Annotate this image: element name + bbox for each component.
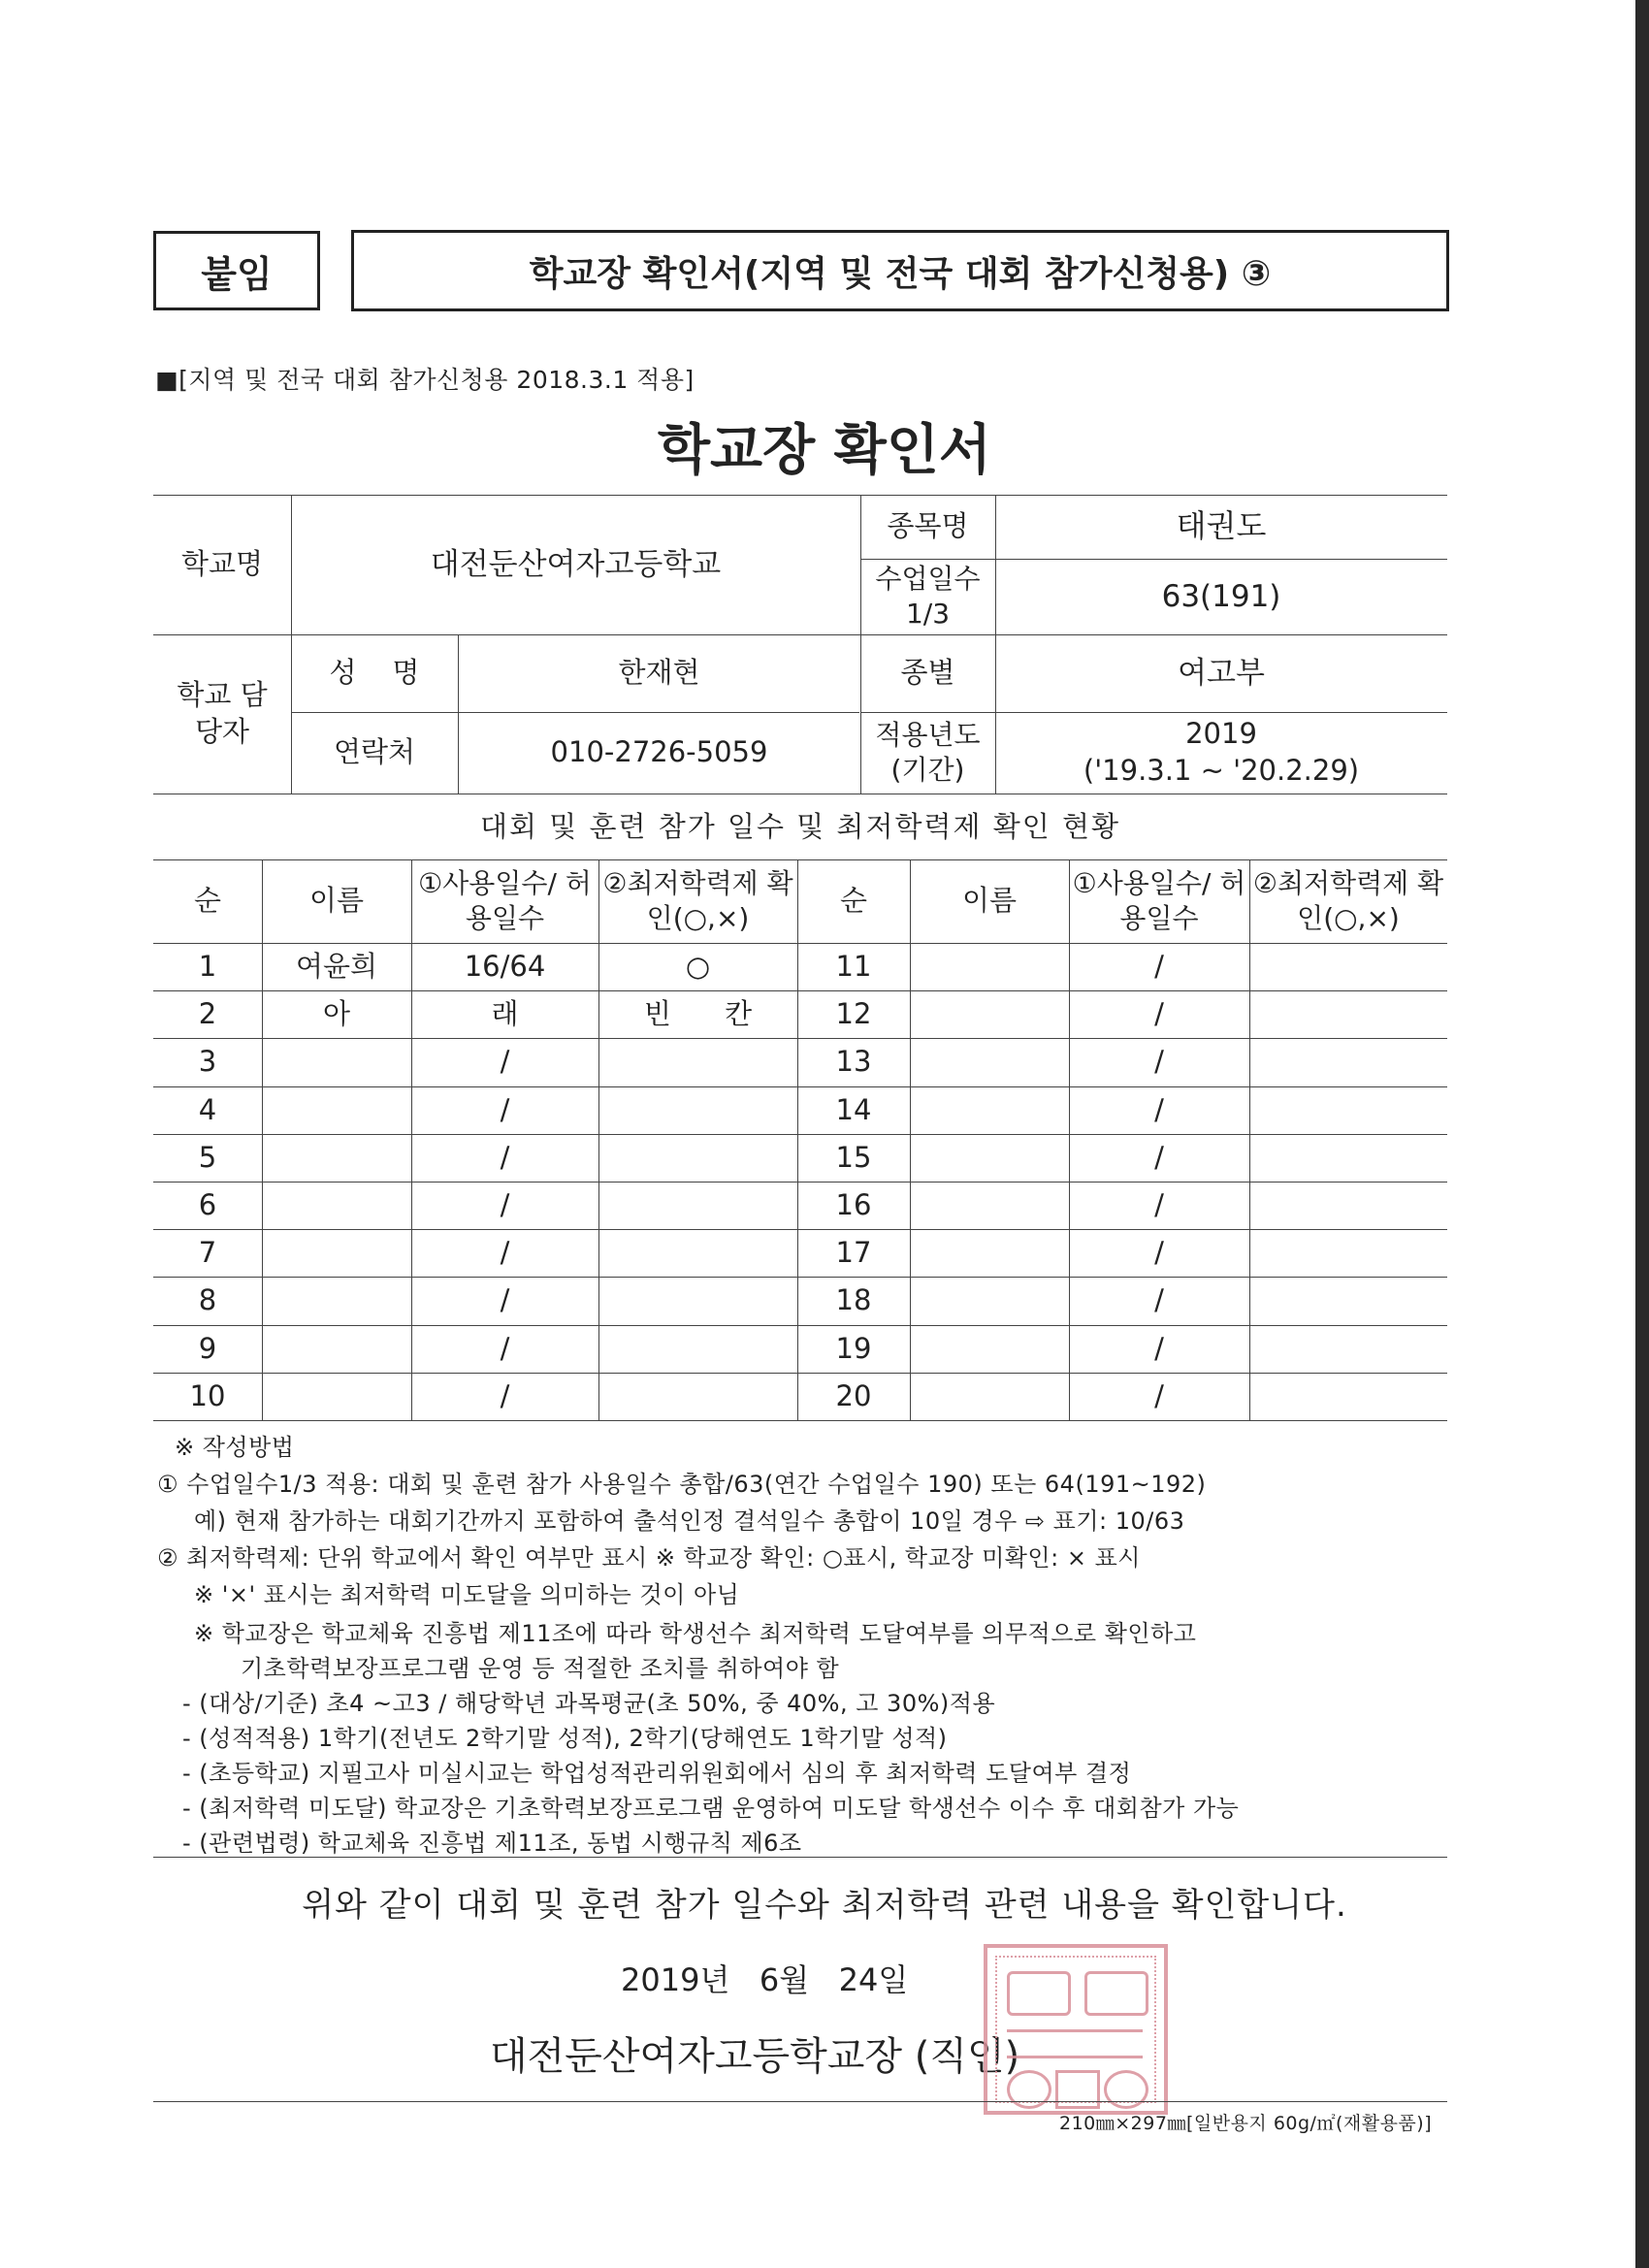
row-used-cell: / [1154, 1331, 1164, 1365]
row-no-cell: 1 [198, 949, 217, 983]
row-name-cell: 아 [322, 996, 350, 1030]
row-name-cell [910, 1229, 1069, 1277]
row-check-cell [598, 1038, 797, 1085]
row-used-cell: 래 [491, 996, 519, 1030]
row-name-cell [262, 1229, 411, 1277]
row-name-cell: 여윤희 [295, 949, 378, 983]
row-used-cell: / [1154, 1282, 1164, 1316]
row-used-cell: / [500, 1092, 510, 1126]
period-range: ('19.3.1 ~ '20.2.29) [1083, 754, 1360, 787]
row-used-cell: / [1154, 1140, 1164, 1174]
sport-value: 태권도 [1176, 507, 1267, 545]
row-used-cell: / [500, 1187, 510, 1221]
row-check-cell [1249, 943, 1447, 990]
row-no-cell: 17 [835, 1235, 872, 1269]
row-name-cell [262, 1277, 411, 1324]
row-check-cell [598, 1086, 797, 1134]
attachment-label: 붙임 [153, 231, 320, 310]
row-name-cell [910, 1373, 1069, 1420]
row-used-cell: / [1154, 1235, 1164, 1269]
row-name-cell [262, 1325, 411, 1373]
row-used-cell: / [500, 1044, 510, 1078]
instruction-line: - (성적적용) 1학기(전년도 2학기말 성적), 2학기(당해연도 1학기말 성적) [182, 1725, 948, 1752]
row-check-cell [1249, 1277, 1447, 1324]
category-label: 종별 [900, 656, 955, 690]
row-no-cell: 3 [198, 1044, 217, 1078]
row-used-cell: / [1154, 1092, 1164, 1126]
row-used-cell: / [500, 1235, 510, 1269]
row-name-cell [262, 1134, 411, 1182]
school-name: 대전둔산여자고등학교 [430, 546, 722, 582]
row-used-cell: / [500, 1282, 510, 1316]
row-no-cell: 8 [198, 1282, 217, 1316]
period-label: 적용년도 (기간) [875, 718, 981, 786]
instruction-heading: ※ 작성방법 [175, 1434, 295, 1461]
row-no-cell: 15 [835, 1140, 872, 1174]
name-value: 한재현 [618, 656, 700, 690]
header-no-left: 순 [193, 884, 221, 918]
category-value: 여고부 [1178, 655, 1265, 691]
row-used-cell: / [1154, 1044, 1164, 1078]
row-no-cell: 14 [835, 1092, 872, 1126]
row-name-cell [910, 1325, 1069, 1373]
row-no-cell: 19 [835, 1331, 872, 1365]
contact-value: 010-2726-5059 [550, 735, 768, 769]
row-name-cell [910, 990, 1069, 1038]
header-name-left: 이름 [308, 884, 365, 918]
row-no-cell: 16 [835, 1187, 872, 1221]
document-title: 학교장 확인서 [657, 419, 992, 482]
row-used-cell: / [500, 1331, 510, 1365]
header-name-right: 이름 [961, 884, 1018, 918]
official-seal [984, 1944, 1168, 2115]
instruction-line: ① 수업일수1/3 적용: 대회 및 훈련 참가 사용일수 총합/63(연간 수업일수 190) 또는 64(191~192) [157, 1471, 1207, 1498]
row-check-cell [598, 1182, 797, 1229]
row-no-cell: 12 [835, 996, 872, 1030]
row-used-cell: / [500, 1378, 510, 1412]
row-check-cell: ○ [685, 949, 711, 983]
row-check-cell [598, 1229, 797, 1277]
header-no-right: 순 [839, 884, 867, 918]
row-name-cell [910, 1134, 1069, 1182]
row-check-cell [1249, 1134, 1447, 1182]
row-name-cell [262, 1182, 411, 1229]
instruction-line: 예) 현재 참가하는 대회기간까지 포함하여 출석인정 결석일수 총합이 10일 경우 ⇨ 표기: 10/63 [194, 1507, 1185, 1535]
row-check-cell [1249, 1086, 1447, 1134]
row-no-cell: 6 [198, 1187, 217, 1221]
row-check-cell [1249, 990, 1447, 1038]
row-check-cell: 빈 칸 [643, 996, 753, 1030]
header-check-right: ②최저학력제 확인(○,×) [1252, 866, 1444, 934]
instruction-line: ※ '×' 표시는 최저학력 미도달을 의미하는 것이 아님 [194, 1581, 740, 1608]
row-used-cell: / [1154, 996, 1164, 1030]
instruction-line: ※ 학교장은 학교체육 진흥법 제11조에 따라 학생선수 최저학력 도달여부를 의무적으로 확인하고 [194, 1620, 1197, 1647]
sport-label: 종목명 [887, 509, 969, 543]
row-name-cell [910, 1277, 1069, 1324]
row-name-cell [262, 1086, 411, 1134]
row-name-cell [910, 943, 1069, 990]
row-used-cell: / [1154, 1187, 1164, 1221]
row-no-cell: 18 [835, 1282, 872, 1316]
row-check-cell [1249, 1373, 1447, 1420]
row-name-cell [910, 1086, 1069, 1134]
row-check-cell [598, 1134, 797, 1182]
row-name-cell [262, 1038, 411, 1085]
period-year: 2019 [1185, 717, 1257, 751]
header-used-right: ①사용일수/ 허용일수 [1072, 866, 1246, 934]
applicability-note: ■[지역 및 전국 대회 참가신청용 2018.3.1 적용] [155, 366, 695, 394]
row-no-cell: 5 [198, 1140, 217, 1174]
name-label: 성 명 [329, 656, 420, 690]
row-no-cell: 13 [835, 1044, 872, 1078]
row-name-cell [262, 1373, 411, 1420]
row-check-cell [598, 1325, 797, 1373]
scan-edge [1635, 0, 1649, 2268]
school-label: 학교명 [180, 547, 264, 581]
days-value: 63(191) [1161, 578, 1281, 614]
instruction-line: - (대상/기준) 초4 ~고3 / 해당학년 과목평균(초 50%, 중 40%, 고 30%)적용 [182, 1690, 996, 1717]
days-label: 수업일수 1/3 [875, 562, 981, 630]
row-check-cell [598, 1373, 797, 1420]
row-used-cell: 16/64 [464, 949, 546, 983]
row-name-cell [910, 1182, 1069, 1229]
row-check-cell [1249, 1229, 1447, 1277]
paper-spec: 210㎜×297㎜[일반용지 60g/㎡(재활용품)] [1059, 2113, 1433, 2134]
header-used-left: ①사용일수/ 허용일수 [418, 866, 592, 934]
header-check-left: ②최저학력제 확인(○,×) [602, 866, 793, 934]
manager-label: 학교 담당자 [177, 678, 268, 748]
period-value [995, 712, 1447, 794]
row-no-cell: 11 [835, 949, 872, 983]
instruction-line: - (최저학력 미도달) 학교장은 기초학력보장프로그램 운영하여 미도달 학생선수 이수 후 대회참가 가능 [182, 1795, 1240, 1822]
row-used-cell: / [1154, 949, 1164, 983]
instruction-line: - (관련법령) 학교체육 진흥법 제11조, 동법 시행규칙 제6조 [182, 1830, 802, 1857]
row-no-cell: 2 [198, 996, 217, 1030]
instruction-line: - (초등학교) 지필고사 미실시교는 학업성적관리위원회에서 심의 후 최저학력 도달여부 결정 [182, 1760, 1132, 1787]
row-no-cell: 20 [835, 1378, 872, 1412]
row-name-cell [910, 1038, 1069, 1085]
section-title: 대회 및 훈련 참가 일수 및 최저학력제 확인 현황 [479, 810, 1120, 843]
row-check-cell [1249, 1182, 1447, 1229]
row-no-cell: 9 [198, 1331, 217, 1365]
row-check-cell [1249, 1325, 1447, 1373]
contact-label: 연락처 [333, 735, 416, 769]
row-no-cell: 10 [189, 1378, 226, 1412]
row-used-cell: / [500, 1140, 510, 1174]
instruction-line: 기초학력보장프로그램 운영 등 적절한 조치를 취하여야 함 [241, 1655, 840, 1682]
row-check-cell [1249, 1038, 1447, 1085]
confirmation-statement: 위와 같이 대회 및 훈련 참가 일수와 최저학력 관련 내용을 확인합니다. [302, 1886, 1347, 1925]
row-used-cell: / [1154, 1378, 1164, 1412]
row-check-cell [598, 1277, 797, 1324]
instruction-line: ② 최저학력제: 단위 학교에서 확인 여부만 표시 ※ 학교장 확인: ○표시, 학교장 미확인: × 표시 [157, 1544, 1141, 1571]
form-title: 학교장 확인서(지역 및 전국 대회 참가신청용) ③ [351, 230, 1449, 311]
row-no-cell: 7 [198, 1235, 217, 1269]
row-no-cell: 4 [198, 1092, 217, 1126]
signatory: 대전둔산여자고등학교장 (직인) [490, 2034, 1020, 2079]
confirmation-date: 2019년 6월 24일 [621, 1961, 909, 1998]
